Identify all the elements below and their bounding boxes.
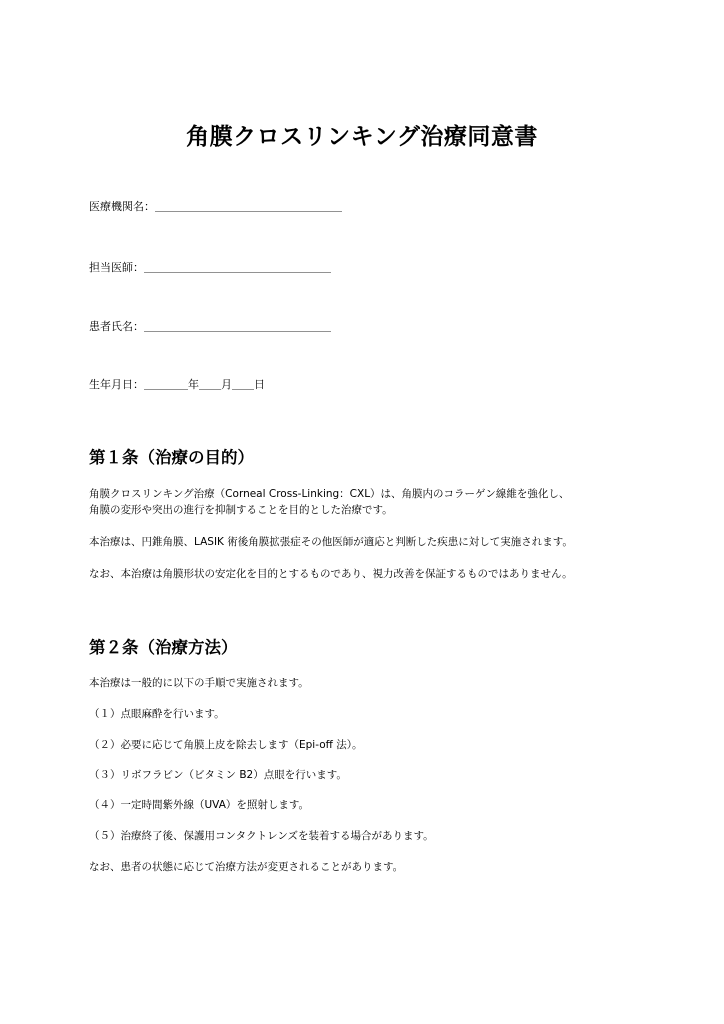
article2-step: （３）リボフラビン（ビタミン B2）点眼を行います。 (89, 769, 347, 781)
article2-step: （２）必要に応じて角膜上皮を除去します（Epi-off 法）。 (89, 739, 363, 751)
article1-paragraph1-line2: 角膜の変形や突出の進行を抑制することを目的とした治療です。 (89, 504, 393, 516)
article1-paragraph2: 本治療は、円錐角膜、LASIK 術後角膜拡張症その他医師が適応と判断した疾患に対して実施されます。 (89, 536, 573, 548)
institution-name-field: 医療機関名：＿＿＿＿＿＿＿＿＿＿＿＿＿＿＿＿＿ (89, 200, 342, 213)
article1-heading: 第１条（治療の目的） (89, 448, 254, 467)
article2-step: （１）点眼麻酔を行います。 (89, 708, 225, 720)
document-title: 角膜クロスリンキング治療同意書 (186, 124, 538, 150)
article2-intro: 本治療は一般的に以下の手順で実施されます。 (89, 677, 309, 689)
article2-heading: 第２条（治療方法） (89, 638, 238, 657)
birthdate-field: 生年月日：＿＿＿＿年＿＿月＿＿日 (89, 378, 265, 391)
article2-step: （４）一定時間紫外線（UVA）を照射します。 (89, 799, 310, 811)
article2-note: なお、患者の状態に応じて治療方法が変更されることがあります。 (89, 861, 404, 873)
article1-paragraph3: なお、本治療は角膜形状の安定化を目的とするものであり、視力改善を保証するものではありません。 (89, 568, 573, 580)
doctor-name-field: 担当医師：＿＿＿＿＿＿＿＿＿＿＿＿＿＿＿＿＿ (89, 261, 331, 274)
article1-paragraph1-line1: 角膜クロスリンキング治療（Corneal Cross-Linking：CXL）は、角膜内のコラーゲン線維を強化し、 (89, 488, 570, 500)
patient-name-field: 患者氏名：＿＿＿＿＿＿＿＿＿＿＿＿＿＿＿＿＿ (89, 320, 331, 333)
article2-step: （５）治療終了後、保護用コンタクトレンズを装着する場合があります。 (89, 830, 434, 842)
